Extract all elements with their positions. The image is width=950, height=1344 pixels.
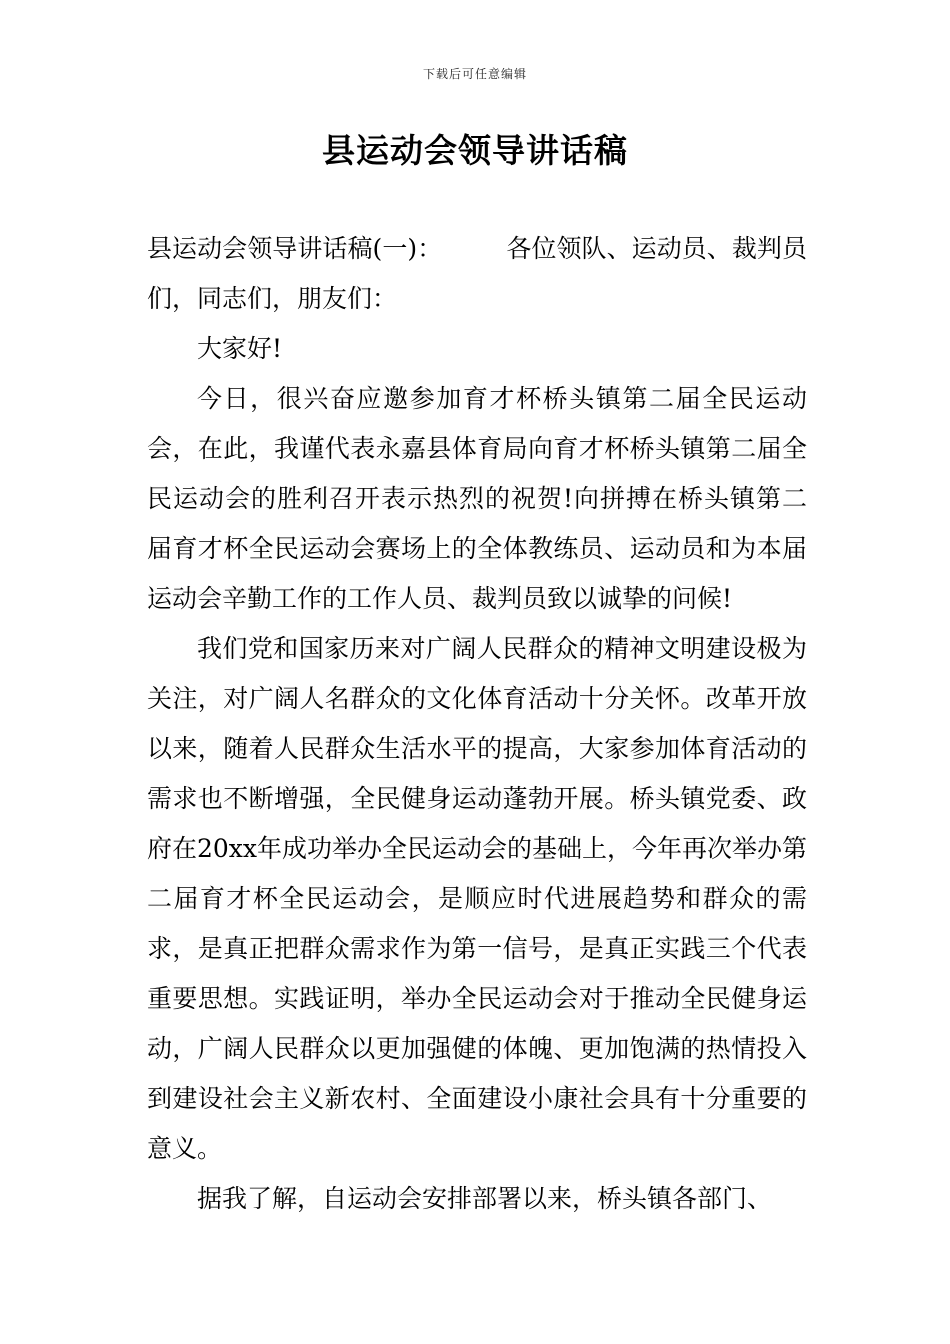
document-body	[147, 224, 807, 1224]
document-title: 县运动会领导讲话稿	[322, 131, 628, 170]
paragraph-preparation: 据我了解，自运动会安排部署以来，桥头镇各部门、	[197, 1184, 773, 1213]
paragraph-significance: 我们党和国家历来对广阔人民群众的精神文明建设极为关注，对广阔人名群众的文化体育活动十分关怀。改革开放以来，随着人民群众生活水平的提高，大家参加体育活动的需求也不断增强，全民健身运动蓬勃开展。桥头镇党委、政府在20xx年成功举办全民运动会的基础上，今年再次举办第二届育才杯全民运动会，是顺应时代进展趋势和群众的需求，是真正把群众需求作为第一信号，是真正实践三个代表重要思想。实践证明，举办全民运动会对于推动全民健身运动，广阔人民群众以更加强健的体魄、更加饱满的热情投入到建设社会主义新农村、全面建设小康社会具有十分重要的意义。	[147, 634, 808, 1163]
paragraph-congratulations: 今日，很兴奋应邀参加育才杯桥头镇第二届全民运动会，在此，我谨代表永嘉县体育局向育才杯桥头镇第二届全民运动会的胜利召开表示热烈的祝贺!向拼搏在桥头镇第二届育才杯全民运动会赛场上的全体教练员、运动员和为本届运动会辛勤工作的工作人员、裁判员致以诚挚的问候!	[147, 384, 807, 613]
paragraph-greeting: 大家好!	[197, 334, 283, 363]
page-header-note: 下载后可任意编辑	[422, 67, 527, 81]
part-title: 县运动会领导讲话稿(一)：	[147, 234, 443, 263]
salutation: 各位领队、运动员、裁判员们，同志们，朋友们：	[147, 234, 807, 313]
intro-line	[147, 224, 807, 324]
